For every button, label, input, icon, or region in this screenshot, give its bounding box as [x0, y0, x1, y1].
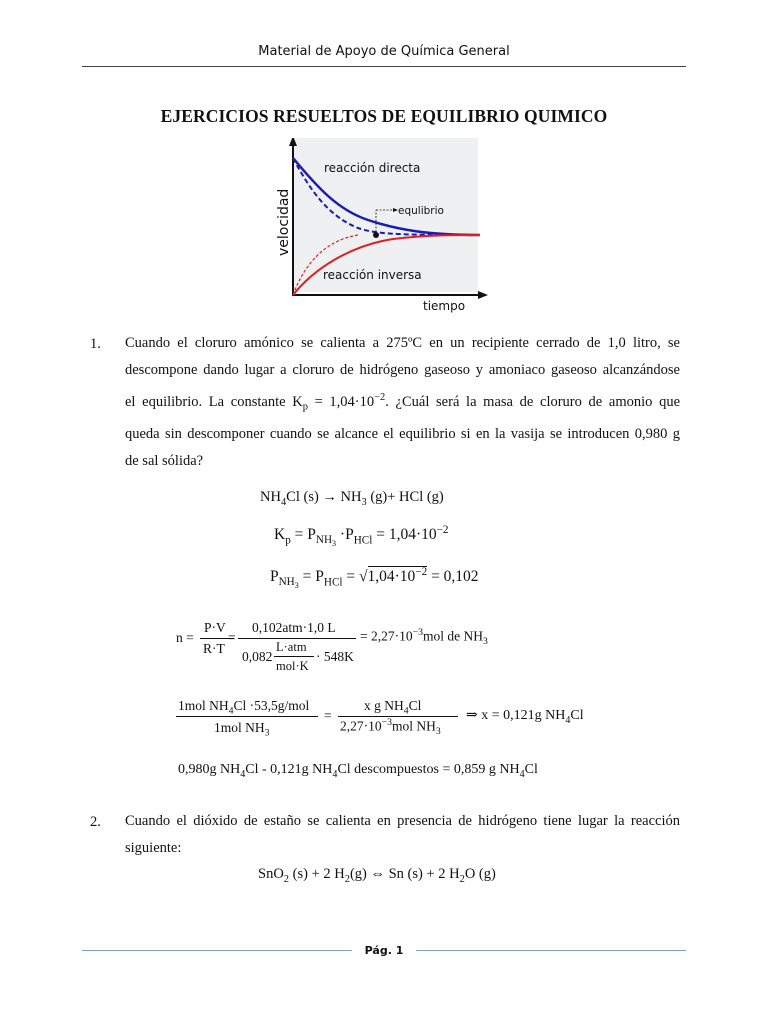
eq5-f2-denominator: $2,27\cdot 10^{-3}mol$ $NH_3$ — [340, 717, 441, 738]
equation-partial-pressures: $P_{NH_3} = P_{HCl} = √1,04\cdot 10^{-2} = 0,102$ — [270, 566, 479, 591]
equation-tin-reduction: SnO$_2$ (s) + 2 $H_2(g)$ ⇔ Sn (s) + 2 $H_2O$ (g) — [258, 866, 496, 885]
page-header: Material de Apoyo de Química General — [258, 44, 510, 59]
eq4-f2-den-units-bar — [274, 656, 314, 657]
eq6-remaining-mass: 0,980g $NH_4Cl - 0,121g$ $NH_4Cl$ descompuestos = 0,859 g $NH_4Cl$ — [178, 762, 538, 780]
page-title: EJERCICIOS RESUELTOS DE EQUILIBRIO QUIMICO — [160, 106, 608, 126]
label-direct-reaction: reacción directa — [324, 161, 421, 175]
exercise-2-line: Cuando el dióxido de estaño se calienta en presencia de hidrógeno tiene lugar la reacción — [125, 813, 680, 829]
eq4-f2-den-a: 0,082 — [242, 649, 273, 664]
eq5-f1-denominator: 1mol $NH_3$ — [214, 720, 270, 739]
eq4-f2-den-units-num: L·atm — [276, 640, 307, 654]
exercise-1-line: de sal sólida? — [125, 452, 204, 469]
exercise-1-line: queda sin descomponer cuando se alcance el equilibrio si en la vasija se introducen 0,980 g — [125, 425, 680, 442]
label-inverse-reaction: reacción inversa — [323, 268, 422, 282]
exercise-1-line: Cuando el cloruro amónico se calienta a 275ºC en un recipiente cerrado de 1,0 litro, se — [125, 335, 680, 351]
eq5-f1-numerator: 1mol $NH_4Cl \cdot 53,5g/mol$ — [178, 698, 310, 717]
equilibrium-rate-figure — [268, 138, 498, 318]
y-axis-label: velocidad — [276, 188, 292, 256]
eq5-equals: = — [324, 708, 332, 723]
equilibrium-point — [373, 232, 379, 238]
radicand: $1,04\cdot 10^{-2}$ — [367, 566, 428, 586]
x-axis-label: tiempo — [423, 299, 466, 313]
eq5-result: ⇒ x = 0,121g $NH_4Cl$ — [466, 708, 584, 726]
eq4-equals: = — [228, 630, 236, 645]
eq4-f2-den-c: · 548K — [316, 649, 354, 664]
page-number: Pág. 1 — [364, 944, 404, 957]
exercise-1-statement — [125, 330, 680, 475]
eq4-lhs: n = — [176, 630, 194, 645]
label-equilibrium: equlibrio — [398, 205, 444, 217]
equation-kp: $K_p = P_{NH_3} \cdot P_{HCl} = 1,04\cdot 10^{-2}$ — [274, 524, 449, 549]
header-rule — [82, 66, 686, 67]
eq5-f1-bar — [176, 716, 318, 717]
exercise-1-line: el equilibrio. La constante $K_p = 1,04\cdot 10^{-2}$. ¿Cuál será la masa de cloruro de amonio que — [125, 392, 681, 413]
eq4-f1-denominator: R·T — [203, 641, 225, 656]
eq4-result: = $2,27\cdot 10^{-3}mol$ de $NH_3$ — [360, 627, 488, 648]
eq4-f2-bar — [238, 638, 356, 639]
x-axis-arrow — [478, 291, 488, 299]
exercise-1-number: 1. — [90, 336, 101, 352]
exercise-1-line: descompone dando lugar a cloruro de hidrógeno gaseoso y amoniaco gaseoso alcanzándose — [125, 362, 680, 378]
exercise-2-line: siguiente: — [125, 840, 182, 856]
eq4-f2-numerator: 0,102atm·1,0 L — [252, 620, 336, 635]
eq4-f2-den-units-den: mol·K — [276, 659, 309, 673]
exercise-2-statement — [125, 808, 680, 862]
equation-decomposition: $NH_4Cl$ $(s) \to NH_3$ (g)+ HCl (g) — [260, 489, 444, 508]
eq5-f2-numerator: x g $NH_4Cl$ — [364, 698, 422, 717]
exercise-2-number: 2. — [90, 814, 101, 830]
sqrt-sign: √ — [359, 568, 368, 586]
eq4-f1-numerator: P·V — [204, 620, 226, 635]
